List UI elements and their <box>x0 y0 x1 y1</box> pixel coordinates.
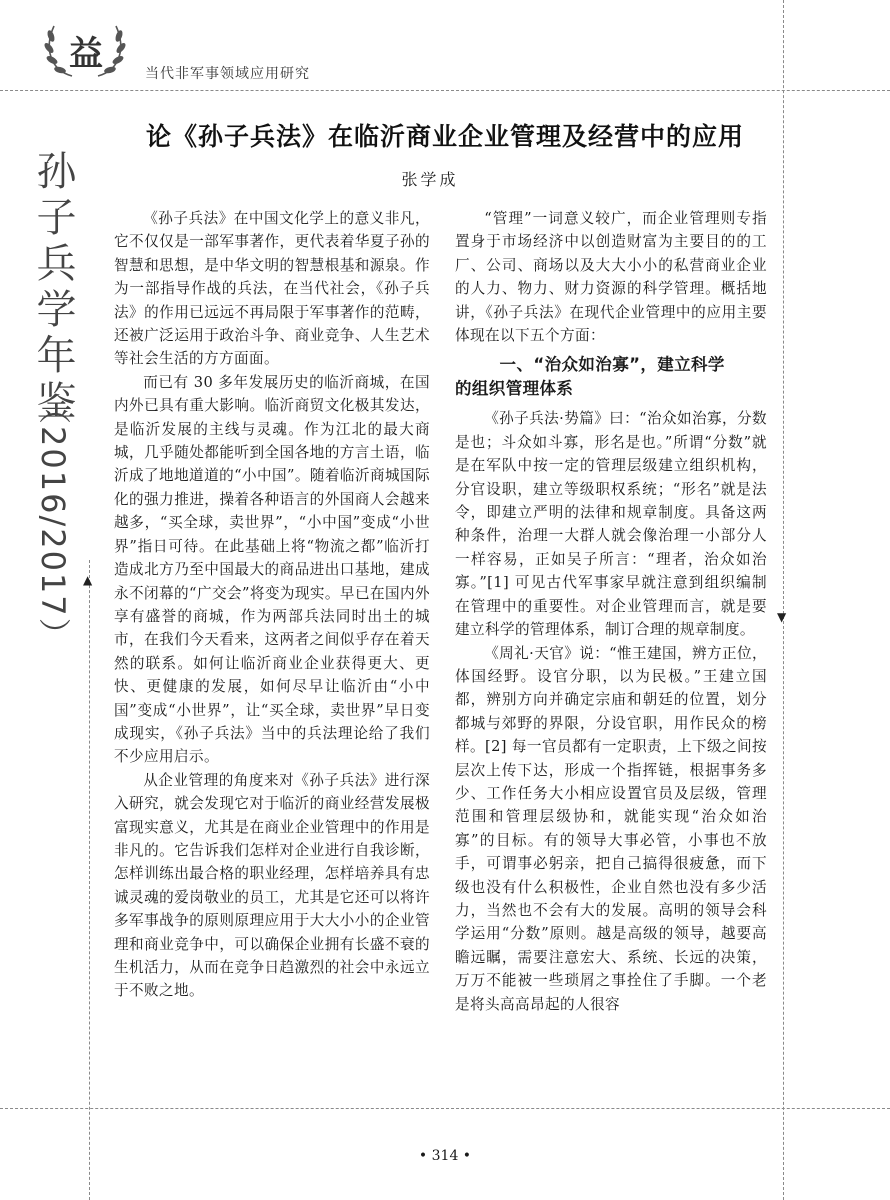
triangle-up-icon: ▲ <box>83 573 93 587</box>
paragraph: “管理”一词意义较广，而企业管理则专指置身于市场经济中以创造财富为主要目的的工厂、公司、商场以及大大小小的私营商业企业的人力、物力、财力资源的科学管理。概括地讲，《孙子兵法》在现代企业管理中的应用主要体现在以下五个方面： <box>455 210 767 345</box>
logo-glyph: 益 <box>69 34 103 74</box>
section-heading-line2: 的组织管理体系 <box>455 379 574 399</box>
series-label: 当代非军事领域应用研究 <box>145 66 310 82</box>
left-margin-rule <box>89 560 90 1200</box>
article-author: 张学成 <box>401 170 459 189</box>
paragraph: 《孙子兵法·势篇》曰：“治众如治寡，分数是也；斗众如斗寡，形名是也。”所谓“分数”就是在军队中按一定的管理层级建立组织机构，分官设职，建立等级职权系统；“形名”就是法令，即建立严明的法律和规章制度。具备这两种条件，治理一大群人就会像治理一小部分人一样容易，正如吴子所言：“理者，治众如治寡。”[1] 可见古代军事家早就注意到组织编制在管理中的重要性。对企业管理而言，就是要建立科学的管理体系，制订合理的规章制度。 <box>455 410 767 639</box>
paragraph: 《周礼·天官》说：“惟王建国，辨方正位，体国经野。设官分职，以为民极。”王建立国都，辨别方向并确定宗庙和朝廷的位置，划分都城与郊野的界限，分设官职，用作民众的榜样。[2] 每一官员都有一定职责，上下级之间按层次上传下达，形成一个指挥链，根据事务多少、工作任务大小相应设置官员及层级，管理范围和管理层级协和，就能实现“治众如治寡”的目标。有的领导大事必管，小事也不放手，可谓事必躬亲，把自己搞得很疲惫，而下级也没有什么积极性，企业自然也没有多少活力，当然也不会有大的发展。高明的领导会科学运用“分数”原则。越是高级的领导，越要高瞻远瞩，需要注意宏大、系统、长远的决策，万万不能被一些琐屑之事拴住了手脚。一个老是将头高高昂起的人很容 <box>455 644 767 1013</box>
paragraph: 《孙子兵法》在中国文化学上的意义非凡，它不仅仅是一部军事著作，更代表着华夏子孙的智慧和思想，是中华文明的智慧根基和源泉。作为一部指导作战的兵法，在当代社会，《孙子兵法》的作用已远远不再局限于军事著作的范畴，还被广泛运用于政治斗争、商业竞争、人生艺术等社会生活的方方面面。 <box>114 210 430 368</box>
right-column <box>455 207 767 1016</box>
section-heading <box>455 353 767 401</box>
page-number: • 314 • <box>418 1148 472 1164</box>
book-title-vertical: 孙子兵学年鉴 <box>30 150 76 426</box>
triangle-down-icon: ▼ <box>777 610 787 624</box>
yearbook-logo <box>42 18 128 82</box>
article-title: 论《孙子兵法》在临沂商业企业管理及经营中的应用 <box>145 122 744 151</box>
left-column <box>114 207 430 1003</box>
book-year-vertical: （2016/2017） <box>34 392 72 652</box>
footer-rule <box>0 1108 890 1109</box>
section-heading-line1: 一、“治众如治寡”，建立科学 <box>499 355 725 375</box>
header-rule <box>0 90 890 91</box>
paragraph: 从企业管理的角度来对《孙子兵法》进行深入研究，就会发现它对于临沂的商业经营发展极富现实意义，尤其是在商业企业管理中的作用是非凡的。它告诉我们怎样对企业进行自我诊断，怎样训练出最合格的职业经理，怎样培养具有忠诚灵魂的爱岗敬业的员工，尤其是它还可以将许多军事战争的原则原理应用于大大小小的企业管理和商业竞争中，可以确保企业拥有长盛不衰的生机活力，从而在竞争日趋激烈的社会中永远立于不败之地。 <box>114 771 430 1000</box>
right-margin-rule <box>783 0 784 1200</box>
paragraph: 而已有 30 多年发展历史的临沂商城，在国内外已具有重大影响。临沂商贸文化极其发达，是临沂发展的主线与灵魂。作为江北的最大商城，几乎随处都能听到全国各地的方言土语，临沂成了地地道道的“小中国”。随着临沂商城国际化的强力推进，操着各种语言的外国商人会越来越多，“买全球，卖世界”，“小中国”变成“小世界”指日可待。在此基础上将“物流之都”临沂打造成北方乃至中国最大的商品进出口基地，建成永不闭幕的“广交会”将变为现实。早已在国内外享有盛誉的商城，作为两部兵法同时出土的城市，在我们今天看来，这两者之间似乎存在着天然的联系。如何让临沂商业企业获得更大、更快、更健康的发展，如何尽早让临沂由“小中国”变成“小世界”，让“买全球，卖世界”早日变成现实，《孙子兵法》当中的兵法理论给了我们不少应用启示。 <box>114 373 430 766</box>
